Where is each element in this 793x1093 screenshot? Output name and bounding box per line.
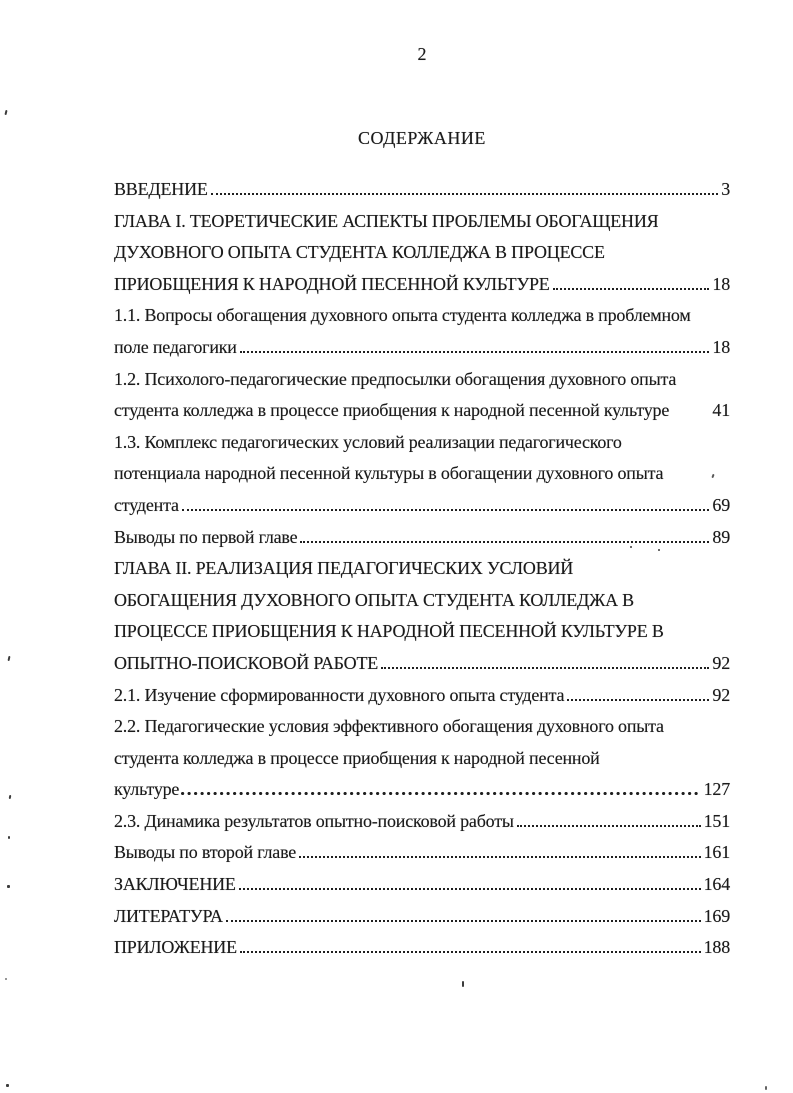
toc-entry-line [114,553,730,585]
toc-entry-text: студента колледжа в процессе приобщения к народной песенной культуре [114,400,670,421]
toc-page-number: 188 [703,937,730,958]
toc-page-number: 3 [721,179,730,199]
toc-entry-text: ПРИОБЩЕНИЯ К НАРОДНОЙ ПЕСЕННОЙ КУЛЬТУРЕ [114,273,550,294]
toc-entry-line [114,901,730,933]
toc-entry-text: студента колледжа в процессе приобщения к народной песенной [114,747,600,768]
toc-entry-line [114,237,730,269]
toc-entry-line [114,616,730,648]
table-of-contents [114,174,730,964]
toc-page-number: 161 [703,842,730,863]
toc-entry-text: ГЛАВА II. РЕАЛИЗАЦИЯ ПЕДАГОГИЧЕСКИХ УСЛОВИЙ [114,558,574,579]
toc-page-number: 164 [703,874,730,895]
toc-entry-line [114,774,730,806]
toc-page-number: 169 [703,905,730,926]
toc-entry-line [114,395,730,427]
scan-speck [7,885,10,888]
toc-entry-line [114,269,730,301]
dot-leader [240,951,701,953]
scan-speck [765,1086,767,1090]
toc-entry-text: ОПЫТНО-ПОИСКОВОЙ РАБОТЕ [114,652,379,673]
toc-entry-text: ПРИЛОЖЕНИЕ [114,937,237,958]
page-number: 2 [417,44,427,64]
toc-entry-line [114,332,730,364]
dot-leader [517,825,701,827]
toc-entry-text: культуре [114,779,180,800]
toc-entry-line [114,869,730,901]
toc-entry-text: ЗАКЛЮЧЕНИЕ [114,874,236,895]
dot-leader [211,193,719,195]
toc-entry-text: 2.2. Педагогические условия эффективного обогащения духовного опыта [114,716,664,737]
scan-speck [8,836,10,839]
toc-page-number: 89 [712,526,730,547]
scan-speck [658,549,660,551]
toc-page-number: 92 [712,684,730,705]
toc-page-number: 18 [712,336,730,357]
toc-entry-text: Выводы по второй главе [114,842,297,863]
toc-entry-text: поле педагогики [114,336,237,357]
toc-page-number: 127 [703,779,730,800]
toc-entry-line [114,585,730,617]
toc-entry-line [114,648,730,680]
dot-leader [240,351,710,353]
dot-leader [226,920,701,922]
toc-entry-text: ГЛАВА I. ТЕОРЕТИЧЕСКИЕ АСПЕКТЫ ПРОБЛЕМЫ ОБОГАЩЕНИЯ [114,210,659,231]
scan-speck [6,1084,9,1087]
dot-leader [381,667,709,669]
toc-page-number: 41 [712,400,730,421]
toc-entry-line [114,680,730,712]
page-title: СОДЕРЖАНИЕ [358,128,486,148]
toc-entry-line [114,932,730,964]
toc-entry-text: 1.1. Вопросы обогащения духовного опыта студента колледжа в проблемном [114,305,691,326]
scan-speck [630,546,632,548]
toc-entry-line [114,174,730,206]
scan-speck [5,978,7,980]
toc-entry-text: студента [114,494,179,515]
dot-leader [239,888,701,890]
toc-entry-text: 1.3. Комплекс педагогических условий реализации педагогического [114,431,622,452]
toc-page-number: 69 [712,494,730,515]
toc-entry-line [114,743,730,775]
toc-entry-text: 2.3. Динамика результатов опытно-поисковой работы [114,810,514,831]
dot-leader [299,856,701,858]
toc-entry-line [114,490,730,522]
toc-entry-text: ПРОЦЕССЕ ПРИОБЩЕНИЯ К НАРОДНОЙ ПЕСЕННОЙ КУЛЬТУРЕ В [114,621,664,642]
toc-entry-text: потенциала народной песенной культуры в обогащении духовного опыта [114,463,664,484]
toc-entry-line [114,364,730,396]
scan-speck [4,110,7,115]
toc-entry-line [114,837,730,869]
toc-entry-line [114,522,730,554]
toc-entry-text: ЛИТЕРАТУРА [114,905,223,926]
dot-leader [553,288,710,290]
toc-entry-line [114,458,730,490]
dot-leader [181,792,700,795]
dot-leader [567,699,709,701]
toc-entry-text: 2.1. Изучение сформированности духовного опыта студента [114,684,565,705]
toc-entry-line [114,711,730,743]
dot-leader [300,541,709,543]
scan-speck [8,656,11,661]
toc-entry-text: ДУХОВНОГО ОПЫТА СТУДЕНТА КОЛЛЕДЖА В ПРОЦЕССЕ [114,242,605,263]
toc-entry-line [114,206,730,238]
toc-page-number: 18 [712,273,730,294]
toc-page-number: 151 [703,810,730,831]
toc-entry-line [114,427,730,459]
toc-entry-line [114,806,730,838]
toc-entry-text: ОБОГАЩЕНИЯ ДУХОВНОГО ОПЫТА СТУДЕНТА КОЛЛЕДЖА В [114,589,634,610]
dot-leader [182,509,710,511]
scan-speck [462,981,464,987]
toc-entry-line [114,300,730,332]
toc-page-number: 92 [712,652,730,673]
toc-entry-text: 1.2. Психолого-педагогические предпосылки обогащения духовного опыта [114,368,677,389]
toc-entry-text: Выводы по первой главе [114,526,298,547]
toc-entry-text: ВВЕДЕНИЕ [114,179,208,199]
scan-speck [9,795,12,799]
